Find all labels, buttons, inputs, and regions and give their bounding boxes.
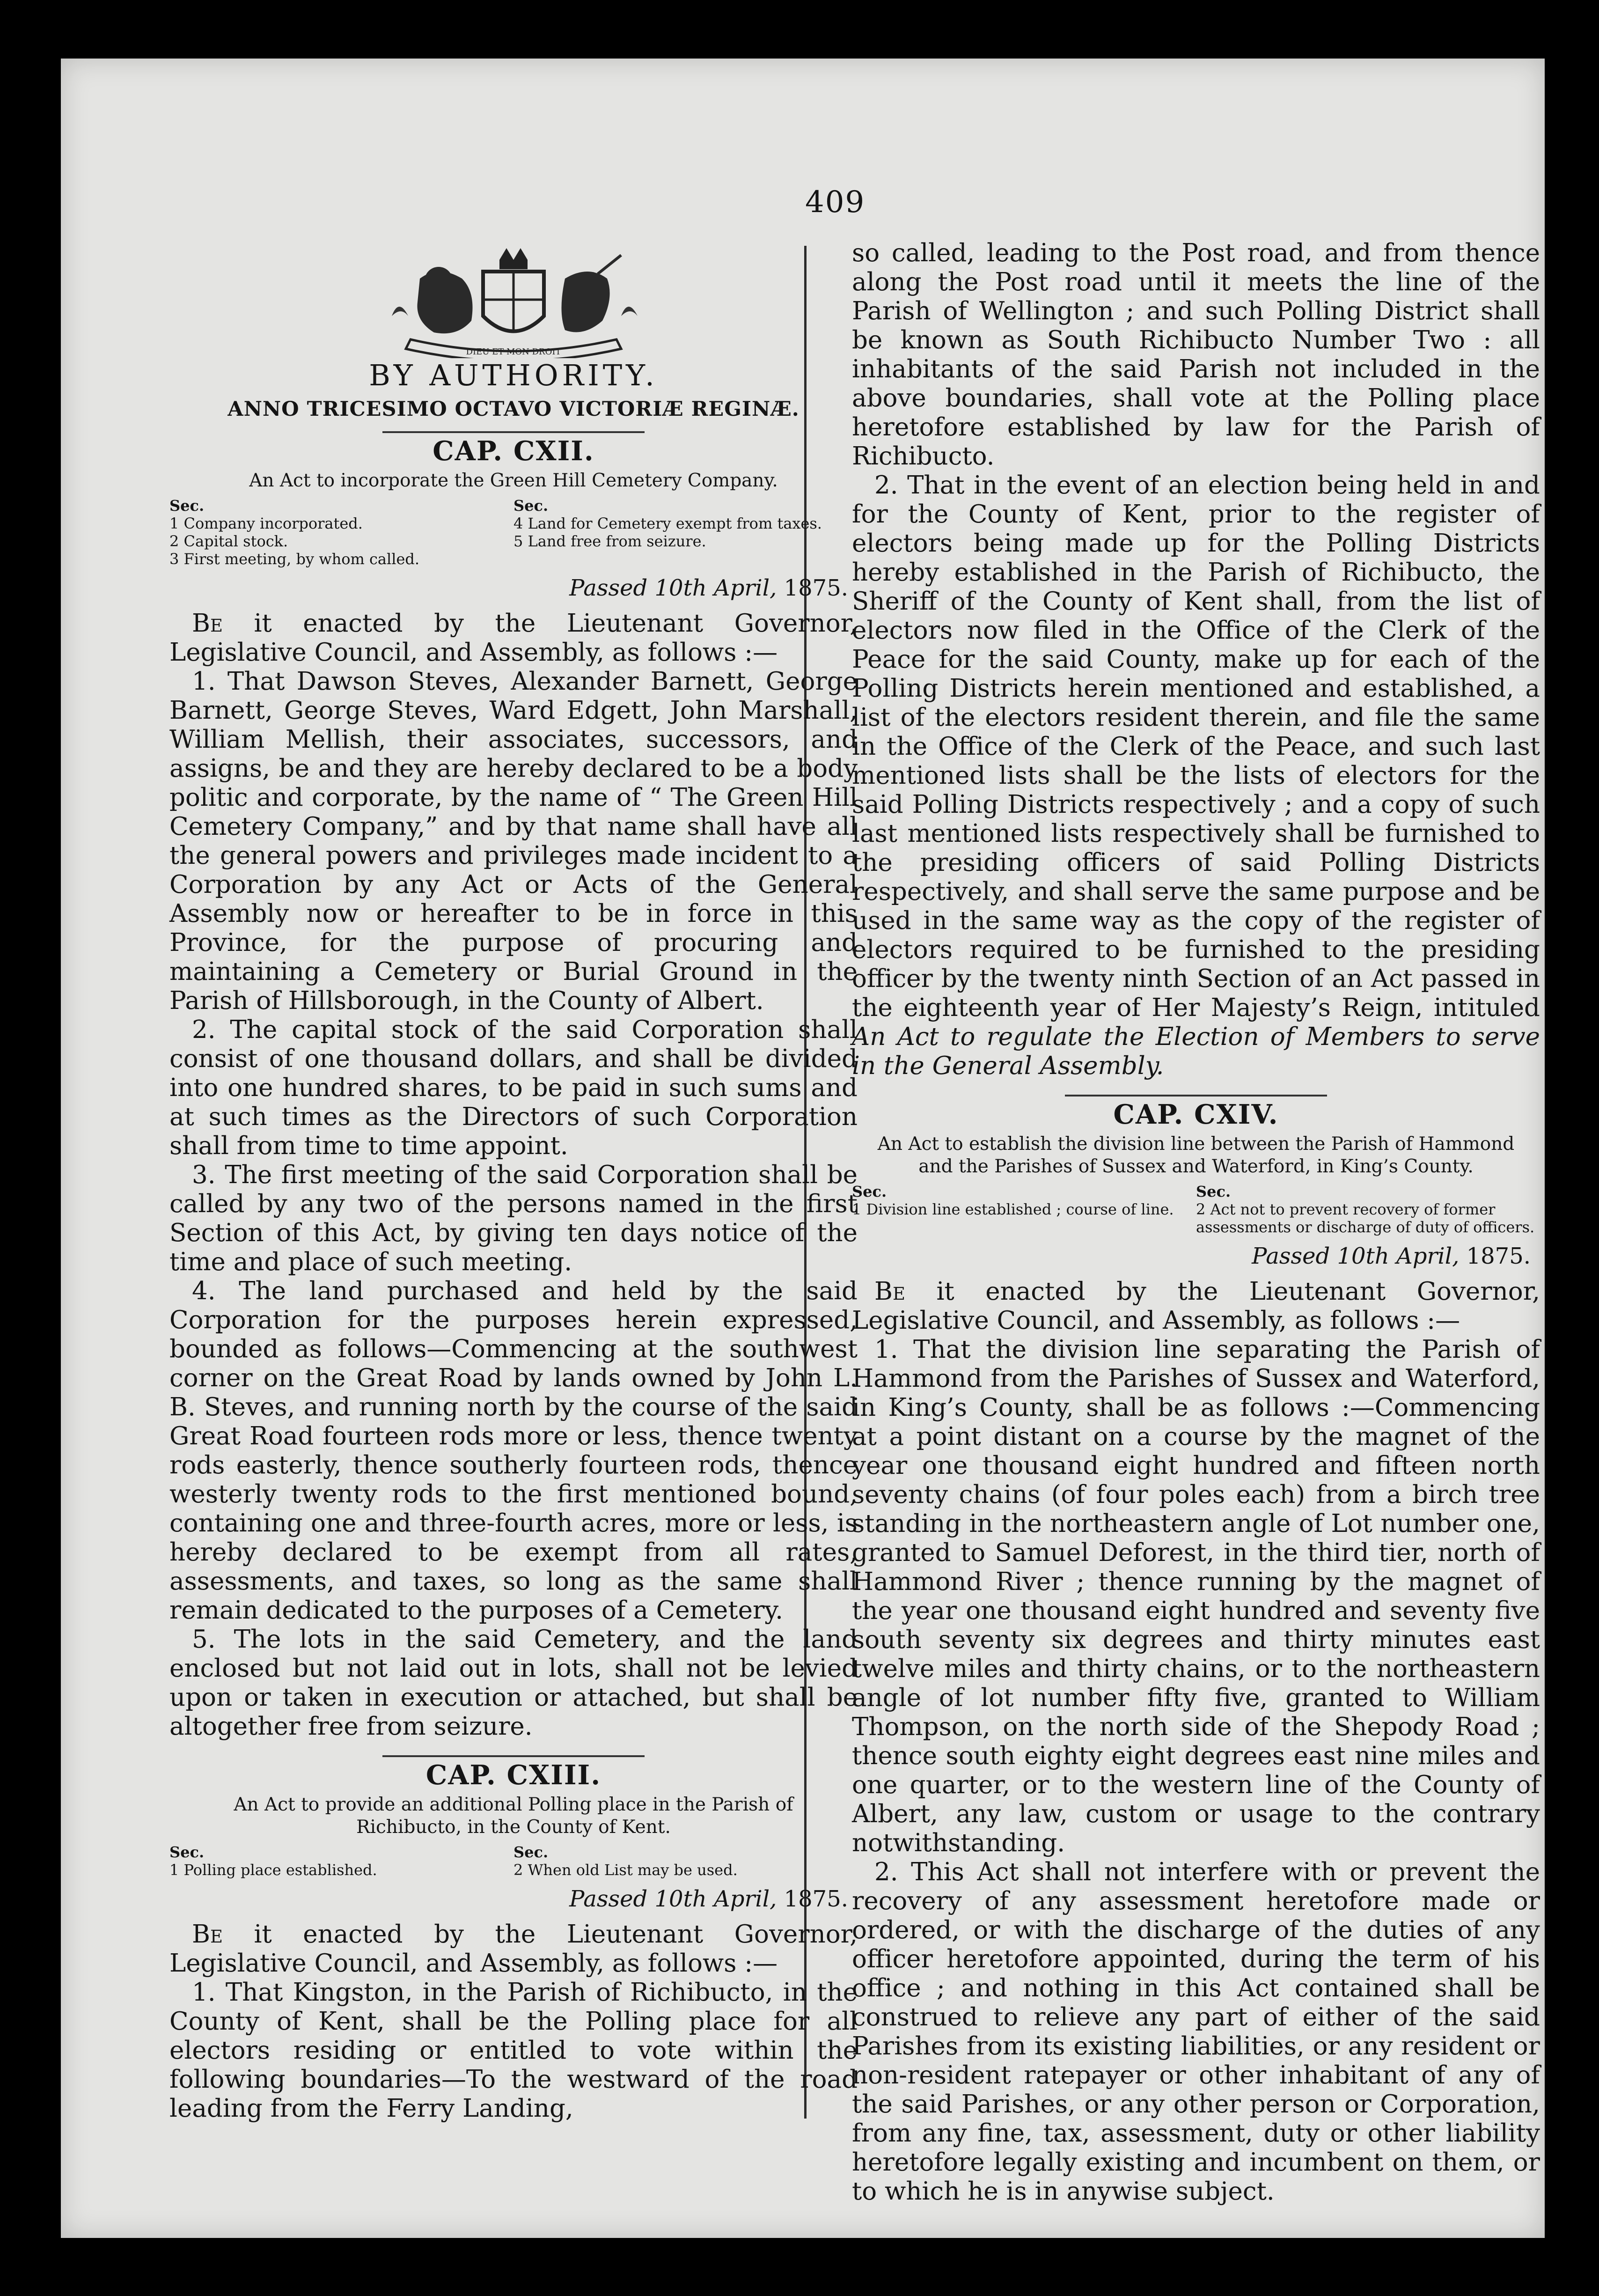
cap-113-passed [169,1884,848,1913]
sec-item: 1 Polling place established. [169,1861,377,1879]
enact-rest: it enacted by the Lieutenant Governor, Legislative Council, and Assembly, as follows :— [169,609,858,667]
cap-113-section-1-start: 1. That Kingston, in the Parish of Richibucto, in the County of Kent, shall be the Polling place for all electors residing or entitled to vote within the following boundaries—To the westward of the road leading from the Ferry Landing, [169,1978,858,2123]
cap-112-section-5: 5. The lots in the said Cemetery, and the land enclosed but not laid out in lots, shall not be levied upon or taken in execution or attached, but shall be altogether free from seizure. [169,1625,858,1741]
cap-112-section-4: 4. The land purchased and held by the said Corporation for the purposes herein expressed, bounded as follows—Commencing at the southwest corner on the Great Road by lands owned by John L. B. Steves, and running north by the course of the said Great Road fourteen rods more or less, thence twenty rods easterly, thence southerly fourteen rods, thence westerly twenty rods to the first mentioned bound, containing one and three-fourth acres, more or less, is hereby declared to be exempt from all rates, assessments, and taxes, so long as the same shall remain dedicated to the purposes of a Cemetery. [169,1277,858,1625]
enact-be: Be [874,1277,905,1306]
cap-112-section-1: 1. That Dawson Steves, Alexander Barnett, George Barnett, George Steves, Ward Edgett, John Marshall, William Mellish, their associates, successors, and assigns, be and they are hereby declared to be a body politic and corporate, by the name of “ The Green Hill Cemetery Company,” and by that name shall have all the general powers and privileges made incident to a Corporation by any Act or Acts of the General Assembly now or hereafter to be in force in this Province, for the purpose of procuring and maintaining a Cemetery or Burial Ground in the Parish of Hillsborough, in the County of Albert. [169,667,858,1015]
cap-114-section-2: 2. This Act shall not interfere with or prevent the recovery of any assessment heretofore made or ordered, or with the discharge of the duties of any officer heretofore appointed, during the term of his office ; and nothing in this Act contained shall be construed to relieve any part of either of the said Parishes from its existing liabilities, or any resident or non-resident ratepayer or other inhabitant of any of the said Parishes, or any other person or Corporation, from any fine, tax, assessment, duty or other liability heretofore legally existing and incumbent on them, or to which he is in anywise subject. [852,1858,1540,2206]
cap-113-section-2 [852,471,1540,1081]
cap-113-title: An Act to provide an additional Polling place in the Parish of Richibucto, in the County of Kent. [234,1794,793,1838]
passed-date: Passed 10th April, [569,575,777,601]
sec-item: 5 Land free from seizure. [513,532,706,550]
cap-112-passed [169,574,848,603]
anno-heading: ANNO TRICESIMO OCTAVO VICTORIÆ REGINÆ. [227,397,800,421]
cap-114-sections [852,1183,1540,1236]
sec-item: 2 Act not to prevent recovery of former assessments or discharge of duty of officers. [1196,1200,1535,1236]
cap-112-sections [169,497,858,568]
divider [1065,1095,1327,1096]
sec-item: 3 First meeting, by whom called. [169,550,420,568]
passed-year: 1875. [777,575,848,601]
sec-item: 2 Capital stock. [169,532,288,550]
passed-date: Passed 10th April, [1252,1243,1460,1269]
passed-year: 1875. [777,1886,848,1912]
enact-rest: it enacted by the Lieutenant Governor, Legislative Council, and Assembly, as follows :— [169,1920,858,1978]
enact-rest: it enacted by the Lieutenant Governor, Legislative Council, and Assembly, as follows :— [852,1277,1540,1335]
cap-112-heading: CAP. CXII. [433,435,594,467]
cap-112-enacting-clause [169,609,858,667]
cap-114-passed [852,1242,1531,1271]
left-column [169,246,858,2123]
sec-item: 1 Company incorporated. [169,515,363,532]
passed-year: 1875. [1459,1243,1531,1269]
sec-header: Sec. [513,497,549,515]
cap-112-section-3: 3. The first meeting of the said Corporation shall be called by any two of the persons named in the first Section of this Act, by giving ten days notice of the time and place of such meeting. [169,1161,858,1276]
s2-text: 2. That in the event of an election being held in and for the County of Kent, prior to the register of electors being made up for the Polling Districts hereby established in the Parish of Richibucto, the Sheriff of the County of Kent shall, from the list of electors now filed in the Office of the Clerk of the Peace for the said County, make up for each of the Polling Districts herein mentioned and established, a list of the electors resident therein, and file the same in the Office of the Clerk of the Peace, and such last mentioned lists shall be the lists of electors for the said Polling Districts respectively ; and a copy of such last mentioned lists respectively shall be furnished to the presiding officers of said Polling Districts respectively, and shall serve the same purpose and be used in the same way as the copy of the register of electors required to be furnished to the presiding officer by the twenty ninth Section of an Act passed in the eighteenth year of Her Majesty’s Reign, intituled [852,471,1540,1022]
page-number: 409 [805,185,866,220]
sec-header: Sec. [513,1843,549,1861]
page-sheet [61,59,1545,2238]
sec-item: 4 Land for Cemetery exempt from taxes. [513,515,822,532]
divider [382,1755,645,1757]
enact-be: Be [192,1920,223,1949]
cap-114-title: An Act to establish the division line between the Parish of Hammond and the Parishes of Sussex and Waterford, in King’s County. [877,1133,1515,1177]
right-column [852,239,1540,2206]
sec-header: Sec. [169,497,205,515]
cap-114-section-1: 1. That the division line separating the Parish of Hammond from the Parishes of Sussex and Waterford, in King’s County, shall be as follows :—Commencing at a point distant on a course by the magnet of the year one thousand eight hundred and fifteen north seventy chains (of four poles each) from a birch tree standing in the northeastern angle of Lot number one, granted to Samuel Deforest, in the third tier, north of Hammond River ; thence running by the magnet of the year one thousand eight hundred and seventy five south seventy six degrees and thirty minutes east twelve miles and thirty chains, or to the northeastern angle of lot number fifty five, granted to William Thompson, on the north side of the Shepody Road ; thence south eighty eight degrees east nine miles and one quarter, or to the western line of the County of Albert, any law, custom or usage to the contrary notwithstanding. [852,1335,1540,1857]
cap-112-section-2: 2. The capital stock of the said Corporation shall consist of one thousand dollars, and shall be divided into one hundred shares, to be paid in such sums and at such times as the Directors of such Corporation shall from time to time appoint. [169,1016,858,1160]
cap-113-section-1-continued: so called, leading to the Post road, and from thence along the Post road until it meets the line of the Parish of Wellington ; and such Polling District shall be known as South Richibucto Number Two : all inhabitants of the said Parish not included in the above boundaries, shall vote at the Polling place heretofore established by law for the Parish of Richibucto. [852,239,1540,471]
cap-114-enacting-clause [852,1277,1540,1335]
cap-113-sections [169,1843,858,1879]
cap-113-heading: CAP. CXIII. [425,1759,601,1791]
divider [382,431,645,433]
sec-item: 1 Division line established ; course of line. [852,1200,1174,1218]
royal-coat-of-arms [322,246,705,358]
cap-113-enacting-clause [169,1920,858,1978]
enact-be: Be [192,609,223,638]
crest-motto: DIEU ET MON DROIT [466,347,561,357]
sec-item: 2 When old List may be used. [513,1861,738,1879]
cap-112-title: An Act to incorporate the Green Hill Cemetery Company. [249,470,778,491]
sec-header: Sec. [1196,1183,1231,1200]
by-authority-heading: BY AUTHORITY. [369,358,658,392]
sec-header: Sec. [852,1183,887,1200]
passed-date: Passed 10th April, [569,1886,777,1912]
s2-act-title: An Act to regulate the Election of Members to serve in the General Assembly. [852,1023,1540,1080]
cap-114-heading: CAP. CXIV. [1113,1099,1279,1130]
sec-header: Sec. [169,1843,205,1861]
